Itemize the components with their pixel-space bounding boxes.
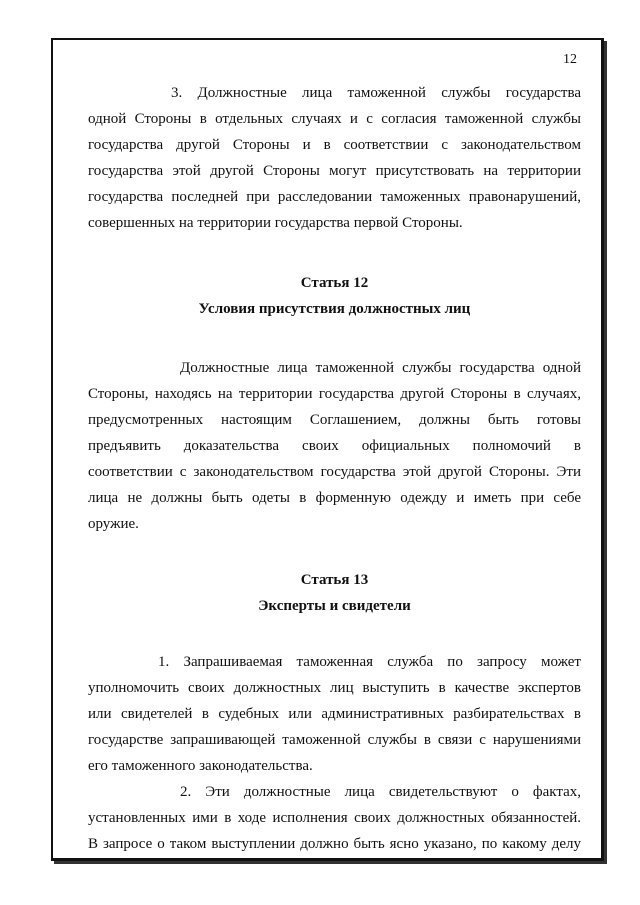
paragraph-line: уполномочить своих должностных лиц выступить в качестве экспертов	[88, 680, 581, 696]
article-12-title: Условия присутствия должностных лиц	[198, 301, 471, 317]
page-number: 12	[563, 52, 577, 67]
article-13-number: Статья 13	[300, 572, 369, 588]
paragraph-line: 2. Эти должностные лица свидетельствуют о фактах,	[180, 784, 581, 800]
paragraph-line: предъявить доказательства своих официальных полномочий в	[88, 438, 581, 454]
document-body	[88, 50, 581, 857]
paragraph-line: Должностные лица таможенной службы государства одной	[180, 360, 581, 376]
paragraph-line: или свидетелей в судебных или административных разбирательствах в	[88, 706, 581, 722]
paragraph-line: государства другой Стороны и в соответствии с законодательством	[88, 137, 581, 153]
article-12-number: Статья 12	[300, 275, 369, 291]
paragraph-line: совершенных на территории государства первой Стороны.	[88, 215, 463, 231]
paragraph-line: лица не должны быть одеты в форменную одежду и иметь при себе	[88, 490, 581, 506]
paragraph-line: В запросе о таком выступлении должно быть ясно указано, по какому делу	[88, 836, 581, 852]
paragraph-line: соответствии с законодательством государства этой другой Стороны. Эти	[88, 464, 581, 480]
paragraph-line: его таможенного законодательства.	[88, 758, 313, 774]
paragraph-line: предусмотренных настоящим Соглашением, должны быть готовы	[88, 412, 581, 428]
paragraph-line: государства последней при расследовании таможенных правонарушений,	[88, 189, 581, 205]
paragraph-line: 3. Должностные лица таможенной службы государства	[171, 85, 581, 101]
paragraph-line: государства этой другой Стороны могут присутствовать на территории	[88, 163, 581, 179]
paragraph-line: Стороны, находясь на территории государства другой Стороны в случаях,	[88, 386, 581, 402]
paragraph-line: установленных ими в ходе исполнения своих должностных обязанностей.	[88, 810, 581, 826]
paragraph-line: одной Стороны в отдельных случаях и с согласия таможенной службы	[88, 111, 581, 127]
paragraph-line: оружие.	[88, 516, 139, 532]
paragraph-line: государстве запрашивающей таможенной службы в связи с нарушениями	[88, 732, 581, 748]
article-13-title: Эксперты и свидетели	[258, 598, 411, 614]
paragraph-line: 1. Запрашиваемая таможенная служба по запросу может	[158, 654, 581, 670]
